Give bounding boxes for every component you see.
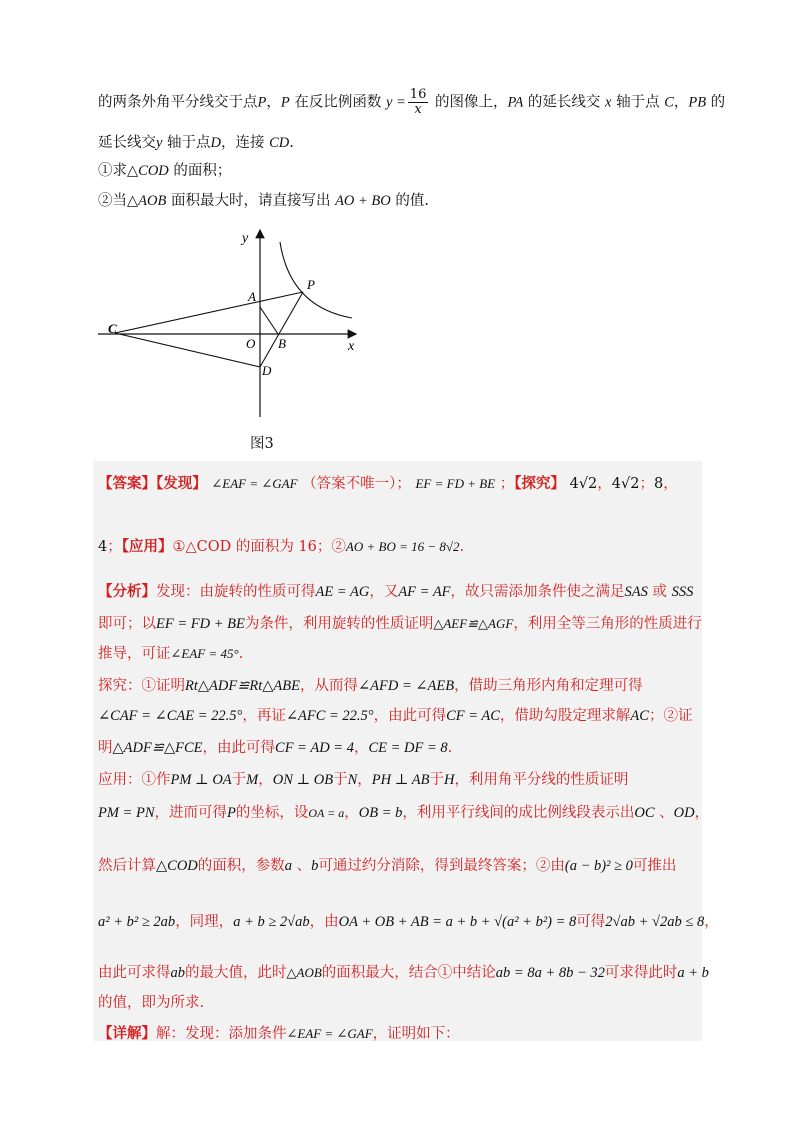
eq-ph-perp: PH ⊥ AB: [371, 772, 430, 788]
eq-inequality: 2√ab + √2ab ≤ 8: [605, 914, 705, 930]
analysis-line-8: [98, 803, 709, 823]
value-4root2: 4√2: [611, 476, 640, 492]
point-c: C: [664, 94, 674, 111]
analysis-line-10: [98, 912, 719, 932]
eq-eaf-gaf: ∠EAF = ∠GAF: [286, 1026, 373, 1041]
eq-oa-a: OA = a: [308, 806, 345, 820]
text: ，从而得: [299, 678, 358, 694]
eq-ob-b: OB = b: [358, 805, 403, 821]
detail-line: [98, 1024, 460, 1044]
point-n: N: [347, 772, 358, 788]
triangle-cod: △COD: [156, 858, 198, 874]
text: 在反比例函数: [289, 94, 382, 111]
answer-line-1: [98, 474, 678, 494]
text: 明: [98, 740, 113, 756]
label-o: O: [246, 336, 256, 351]
text: 由此可求得: [98, 965, 171, 981]
numerator: 16: [409, 87, 427, 102]
fraction-16-over-x: [408, 88, 429, 117]
eq-ce-df: CE = DF = 8: [368, 740, 448, 756]
segment-cp: [115, 292, 303, 333]
tag-analysis: 【分析】: [98, 583, 156, 600]
text: 推导，可证: [98, 646, 171, 662]
analysis-line-6: [98, 738, 452, 758]
text: 的值，即为所求.: [98, 995, 205, 1011]
segment-cd: [115, 333, 260, 367]
congruence-rt: Rt△ADF≌Rt△ABE: [185, 678, 300, 694]
question-line-2: [98, 133, 294, 153]
text: 面积最大时，请直接写出: [166, 193, 336, 209]
eq-afc: ∠AFC = 22.5°: [285, 708, 374, 724]
segment-pd: [260, 292, 303, 367]
text: 探究：①证明: [98, 678, 185, 694]
note-not-unique: （答案不唯一）；: [302, 476, 411, 492]
term-sas: SAS: [624, 584, 648, 600]
analysis-line-7: [98, 770, 628, 790]
param-b: b: [311, 858, 319, 874]
expr-ao-bo: AO + BO: [335, 193, 391, 209]
value-4root2: 4√2: [569, 476, 598, 492]
text: ，: [704, 914, 719, 930]
text: ，: [353, 740, 369, 756]
eq-ao-bo: AO + BO = 16 − 8√2: [345, 539, 460, 554]
eq-afd-aeb: ∠AFD = ∠AEB: [357, 678, 455, 694]
text: ，: [357, 772, 372, 788]
text: 即可；以: [98, 616, 156, 632]
term-ab: ab: [170, 965, 185, 981]
text: ，: [258, 772, 273, 788]
text: 的面积最大，结合①中结论: [321, 965, 496, 981]
text: 或: [647, 584, 672, 600]
eq-af-af: AF = AF: [398, 584, 451, 600]
eq-perimeter: OA + OB + AB = a + b + √(a² + b²) = 8: [338, 914, 577, 930]
question-item-2: [98, 191, 429, 211]
tag-answer: 【答案】: [98, 475, 156, 492]
question-line-1: [98, 88, 725, 117]
text: ①求△: [98, 163, 139, 179]
text: ，: [266, 94, 281, 111]
param-a: a: [284, 858, 293, 874]
text: ；②证: [648, 708, 693, 724]
eq-eaf-gaf: ∠EAF = ∠GAF: [211, 476, 298, 491]
text: ，利用平行线间的成比例线段表示出: [402, 805, 635, 821]
tag-explore: 【探究】: [514, 475, 565, 492]
segment-ab: [260, 307, 278, 334]
figure-3-diagram: [90, 222, 380, 422]
eq-am-gm: a + b ≥ 2√ab: [233, 914, 310, 930]
eq-pm-pn: PM = PN: [98, 805, 155, 821]
text: 可求得此时: [604, 965, 678, 981]
label-c: C: [108, 321, 117, 336]
text: ，证明如下：: [372, 1026, 460, 1042]
segment-od: OD: [673, 805, 695, 821]
text: ，由: [309, 914, 339, 930]
text: .: [447, 740, 453, 756]
triangle-aob: AOB: [138, 193, 167, 209]
text: ，: [344, 805, 359, 821]
label-a: A: [248, 289, 256, 304]
eq-on-perp: ON ⊥ OB: [272, 772, 334, 788]
tag-apply: 【应用】: [121, 538, 173, 555]
text: 于: [333, 772, 348, 788]
eq-ef: EF = FD + BE: [156, 616, 245, 632]
label-d: D: [262, 363, 272, 378]
eq-square-nonneg: (a − b)² ≥ 0: [564, 858, 633, 874]
point-p: P: [257, 94, 267, 111]
label-p: P: [307, 277, 315, 292]
text: ；: [499, 476, 515, 492]
text: 应用：①作: [98, 772, 171, 788]
text: 、: [292, 858, 312, 874]
text: 的面积；: [168, 163, 232, 179]
text: 为条件，利用旋转的性质证明: [244, 616, 434, 632]
text: 解：发现：添加条件: [156, 1026, 287, 1042]
text: ，利用角平分线的性质证明: [454, 772, 629, 788]
segment-cd: CD: [269, 135, 290, 151]
question-item-1: [98, 161, 231, 181]
congruence: △ADF≌△FCE: [112, 740, 203, 756]
term-a-plus-b: a + b: [677, 965, 709, 981]
eq-a2-b2: a² + b² ≥ 2ab: [98, 914, 176, 930]
eq-ef: EF = FD + BE: [415, 476, 496, 491]
analysis-line-2: [98, 614, 702, 634]
text: 轴于点: [611, 94, 665, 111]
tag-discover: 【发现】: [156, 475, 207, 492]
text: 的面积，参数: [197, 858, 285, 874]
segment-pb: PB: [688, 94, 707, 111]
value-8: 8: [654, 476, 664, 492]
text: ；: [107, 539, 122, 555]
function-y: y =: [385, 94, 406, 111]
text: ，又: [369, 584, 399, 600]
text: 的两条外角平分线交于点: [98, 94, 258, 111]
text: ，: [673, 94, 689, 111]
triangle-cod: COD: [138, 163, 169, 179]
point-m: M: [246, 772, 259, 788]
text: ，同理，: [175, 914, 234, 930]
text: 的: [706, 94, 726, 111]
answer-line-2: [98, 537, 464, 557]
eq-ae-ag: AE = AG: [315, 584, 370, 600]
segment-pa: PA: [507, 94, 524, 111]
figure-caption: 图3: [250, 436, 274, 452]
denominator: x: [414, 102, 422, 117]
analysis-line-1: [98, 582, 693, 602]
text: ，进而可得: [154, 805, 227, 821]
analysis-line-12: [98, 993, 204, 1013]
text: 可得: [576, 914, 606, 930]
label-y: y: [242, 231, 249, 246]
text: ，: [694, 805, 710, 821]
eq-angle-45: ∠EAF = 45°: [170, 646, 239, 661]
label-x: x: [348, 339, 355, 354]
text: ，: [663, 476, 678, 492]
text: 的图像上，: [430, 94, 508, 111]
text: ，借助三角形内角和定理可得: [454, 678, 643, 694]
analysis-line-11: [98, 963, 709, 983]
text: 于: [429, 772, 444, 788]
analysis-line-5: [98, 706, 692, 726]
text: 延长线交: [98, 135, 156, 151]
eq-ab-relation: ab = 8a + 8b − 32: [495, 965, 605, 981]
tag-detail: 【详解】: [98, 1025, 156, 1042]
eq-cf-ac: CF = AC: [446, 708, 500, 724]
segment-oc: OC: [634, 805, 655, 821]
analysis-line-4: [98, 676, 643, 696]
eq-caf-cae: ∠CAF = ∠CAE = 22.5°: [98, 708, 243, 724]
congruence: △AEF≌△AGF: [433, 616, 514, 631]
point-p: P: [227, 805, 236, 821]
analysis-line-9: [98, 856, 676, 876]
var-x: x: [605, 94, 612, 111]
point-h: H: [443, 772, 455, 788]
point-p: P: [280, 94, 290, 111]
text: 的坐标，设: [235, 805, 309, 821]
var-y: y: [156, 135, 163, 151]
text: ，再证: [242, 708, 286, 724]
text: ，借助勾股定理求解: [499, 708, 631, 724]
text: 、: [654, 805, 674, 821]
text: ，由此可得: [373, 708, 447, 724]
eq-cf-ad: CF = AD = 4: [275, 740, 354, 756]
term-sss: SSS: [671, 584, 694, 600]
text: 的值.: [390, 193, 429, 209]
text: ；: [639, 476, 654, 492]
text: ，利用全等三角形的性质进行: [513, 616, 702, 632]
hyperbola-curve: [280, 242, 352, 318]
text: ②当△: [98, 193, 139, 209]
text: 发现：由旋转的性质可得: [156, 584, 316, 600]
point-d: D: [210, 135, 222, 151]
label-b: B: [278, 336, 286, 351]
text: 的最大值，此时: [185, 965, 287, 981]
value-4: 4: [98, 539, 108, 555]
text: ，由此可得: [202, 740, 276, 756]
text: ①△COD 的面积为 16；②: [172, 539, 346, 555]
text: 于: [231, 772, 247, 788]
text: 的延长线交: [523, 94, 606, 111]
text: .: [459, 539, 465, 555]
text: ，连接: [221, 135, 270, 151]
text: ，: [597, 476, 612, 492]
triangle-aob: △AOB: [286, 965, 322, 980]
text: 然后计算: [98, 858, 156, 874]
segment-ac: AC: [630, 708, 649, 724]
text: ，故只需添加条件使之满足: [450, 584, 625, 600]
text: 轴于点: [162, 135, 211, 151]
analysis-line-3: [98, 644, 243, 664]
text: .: [238, 646, 244, 662]
text: .: [289, 135, 294, 151]
eq-pm-perp: PM ⊥ OA: [170, 772, 232, 788]
text: 可通过约分消除，得到最终答案；②由: [318, 858, 565, 874]
text: 可推出: [632, 858, 677, 874]
